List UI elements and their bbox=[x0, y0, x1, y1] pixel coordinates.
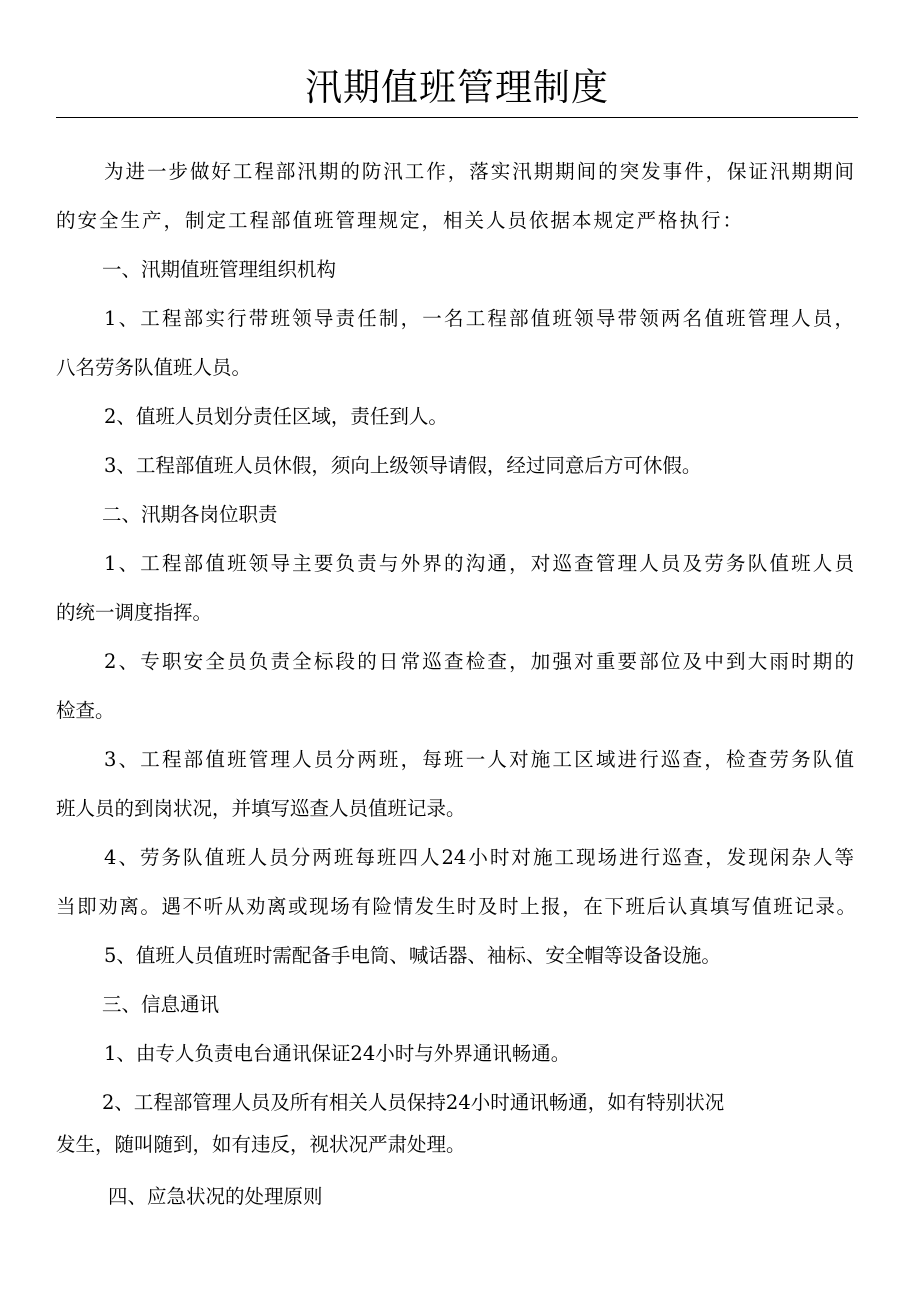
item-2-2-line-2: 检查。 bbox=[56, 699, 115, 722]
section-heading-4: 四、应急状况的处理原则 bbox=[108, 1185, 323, 1208]
item-1-3: 3、工程部值班人员休假，须向上级领导请假，经过同意后方可休假。 bbox=[104, 454, 702, 477]
section-heading-3: 三、信息通讯 bbox=[102, 993, 220, 1016]
item-2-2-line-1: 2、专职安全员负责全标段的日常巡查检查，加强对重要部位及中到大雨时期的 bbox=[104, 650, 854, 673]
item-1-2: 2、值班人员划分责任区域，责任到人。 bbox=[104, 405, 448, 428]
section-heading-2: 二、汛期各岗位职责 bbox=[102, 503, 278, 526]
intro-line-1: 为进一步做好工程部汛期的防汛工作，落实汛期期间的突发事件，保证汛期期间 bbox=[104, 160, 854, 183]
item-2-1-line-2: 的统一调度指挥。 bbox=[56, 601, 213, 624]
item-2-3-line-2: 班人员的到岗状况，并填写巡查人员值班记录。 bbox=[56, 797, 466, 820]
item-3-2-line-2: 发生，随叫随到，如有违反，视状况严肃处理。 bbox=[56, 1133, 466, 1156]
document-title: 汛期值班管理制度 bbox=[305, 66, 609, 109]
item-3-2-line-1: 2、工程部管理人员及所有相关人员保持24小时通讯畅通，如有特别状况 bbox=[102, 1091, 725, 1114]
item-2-5: 5、值班人员值班时需配备手电筒、喊话器、袖标、安全帽等设备设施。 bbox=[104, 944, 721, 967]
item-1-1-line-1: 1、工程部实行带班领导责任制，一名工程部值班领导带领两名值班管理人员， bbox=[104, 307, 854, 330]
title-underline bbox=[56, 117, 858, 118]
section-heading-1: 一、汛期值班管理组织机构 bbox=[102, 258, 337, 281]
item-2-1-line-1: 1、工程部值班领导主要负责与外界的沟通，对巡查管理人员及劳务队值班人员 bbox=[104, 552, 854, 575]
item-3-1: 1、由专人负责电台通讯保证24小时与外界通讯畅通。 bbox=[104, 1042, 571, 1065]
item-1-1-line-2: 八名劳务队值班人员。 bbox=[56, 356, 252, 379]
item-2-4-line-2: 当即劝离。遇不听从劝离或现场有险情发生时及时上报，在下班后认真填写值班记录。 bbox=[56, 895, 856, 918]
item-2-3-line-1: 3、工程部值班管理人员分两班，每班一人对施工区域进行巡查，检查劳务队值 bbox=[104, 748, 854, 771]
intro-line-2: 的安全生产，制定工程部值班管理规定，相关人员依据本规定严格执行： bbox=[56, 209, 742, 232]
item-2-4-line-1: 4、劳务队值班人员分两班每班四人24小时对施工现场进行巡查，发现闲杂人等 bbox=[104, 846, 854, 869]
